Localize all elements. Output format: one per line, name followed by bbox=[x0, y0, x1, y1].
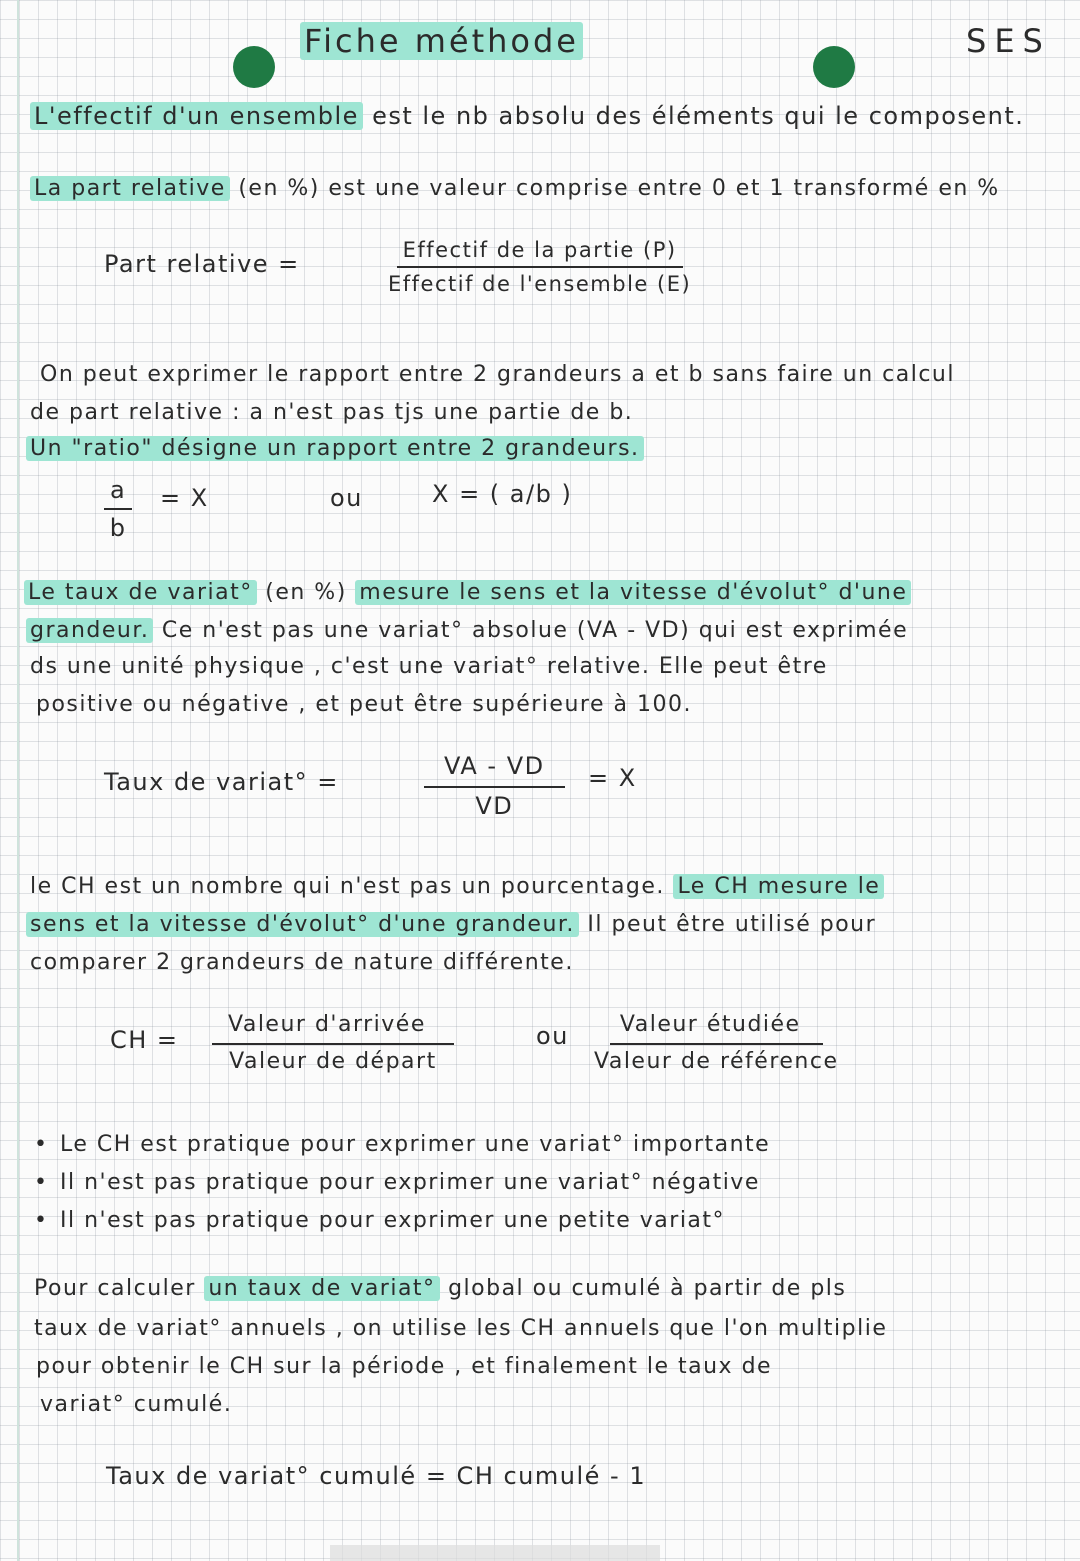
cumule-line-3: pour obtenir le CH sur la période , et finalement le taux de bbox=[36, 1354, 773, 1379]
taux-definition-a: mesure le sens et la vitesse d'évolut° d'une bbox=[355, 580, 911, 605]
taux-formula-label: Taux de variat° = bbox=[104, 768, 339, 796]
part-relative-term: La part relative bbox=[30, 176, 230, 201]
part-relative-definition bbox=[30, 176, 1000, 201]
ratio-definition: Un "ratio" désigne un rapport entre 2 grandeurs. bbox=[26, 436, 644, 461]
taux-definition-b: grandeur. bbox=[26, 618, 153, 643]
binder-hole-left bbox=[233, 46, 275, 88]
ch-line-2 bbox=[26, 912, 876, 937]
ch-definition-a: Le CH mesure le bbox=[673, 874, 884, 899]
cumule-formula: Taux de variat° cumulé = CH cumulé - 1 bbox=[106, 1462, 647, 1490]
ratio-line-3 bbox=[26, 436, 644, 461]
ch-or: ou bbox=[536, 1022, 569, 1050]
ch-denominator-2: Valeur de référence bbox=[594, 1049, 839, 1074]
subject-label: SES bbox=[966, 22, 1051, 60]
ratio-line-2: de part relative : a n'est pas tjs une partie de b. bbox=[30, 400, 634, 425]
ratio-numerator: a bbox=[104, 476, 132, 510]
cumule-line-1-rest: global ou cumulé à partir de pls bbox=[448, 1276, 847, 1301]
part-relative-fraction bbox=[388, 238, 691, 296]
ch-fraction-1 bbox=[212, 1012, 454, 1074]
ratio-or: ou bbox=[330, 484, 363, 512]
part-relative-denominator: Effectif de l'ensemble (E) bbox=[388, 272, 692, 296]
taux-fraction bbox=[424, 752, 565, 820]
ch-line-1 bbox=[30, 874, 884, 899]
list-item: • Le CH est pratique pour exprimer une variat° importante bbox=[30, 1126, 770, 1164]
ratio-equals-x: = X bbox=[160, 484, 209, 512]
taux-line-4: positive ou négative , et peut être supérieure à 100. bbox=[36, 692, 692, 717]
ch-denominator-1: Valeur de départ bbox=[229, 1049, 437, 1074]
ch-line-1-text: le CH est un nombre qui n'est pas un pourcentage. bbox=[30, 874, 665, 899]
ch-numerator-2: Valeur étudiée bbox=[610, 1012, 823, 1045]
effectif-definition bbox=[30, 102, 1024, 130]
list-item: • Il n'est pas pratique pour exprimer une petite variat° bbox=[30, 1202, 770, 1240]
taux-line-1 bbox=[24, 580, 911, 605]
ratio-fraction bbox=[104, 476, 132, 542]
taux-line-3: ds une unité physique , c'est une variat° relative. Elle peut être bbox=[30, 654, 828, 679]
taux-line-2 bbox=[26, 618, 908, 643]
cumule-line-1-start: Pour calculer bbox=[34, 1276, 196, 1301]
part-relative-numerator: Effectif de la partie (P) bbox=[397, 238, 683, 268]
ch-line-2-text: Il peut être utilisé pour bbox=[587, 912, 877, 937]
taux-result: = X bbox=[588, 764, 637, 792]
taux-line-2-text: Ce n'est pas une variat° absolue (VA - VD) qui est exprimée bbox=[161, 618, 909, 643]
ch-fraction-2 bbox=[594, 1012, 839, 1074]
cumule-term: un taux de variat° bbox=[204, 1276, 439, 1301]
effectif-text: est le nb absolu des éléments qui le composent. bbox=[372, 102, 1025, 130]
ch-definition-b: sens et la vitesse d'évolut° d'une grandeur. bbox=[26, 912, 579, 937]
taux-denominator: VD bbox=[475, 792, 514, 820]
ratio-line-1: On peut exprimer le rapport entre 2 grandeurs a et b sans faire un calcul bbox=[40, 362, 955, 387]
ch-numerator-1: Valeur d'arrivée bbox=[212, 1012, 454, 1045]
list-item: • Il n'est pas pratique pour exprimer une variat° négative bbox=[30, 1164, 770, 1202]
page-margin-line bbox=[17, 0, 19, 1561]
cumule-line-1 bbox=[34, 1276, 846, 1301]
taux-numerator: VA - VD bbox=[424, 752, 565, 788]
taux-unit: (en %) bbox=[265, 580, 347, 605]
cumule-line-2: taux de variat° annuels , on utilise les CH annuels que l'on multiplie bbox=[34, 1316, 888, 1341]
ratio-alt-formula: X = ( a/b ) bbox=[432, 480, 573, 508]
ch-formula-label: CH = bbox=[110, 1026, 179, 1054]
effectif-term: L'effectif d'un ensemble bbox=[30, 102, 363, 130]
ch-remarks-list bbox=[30, 1126, 770, 1240]
ratio-denominator: b bbox=[109, 514, 127, 542]
part-relative-text: (en %) est une valeur comprise entre 0 et 1 transformé en % bbox=[238, 176, 1000, 201]
cumule-line-4: variat° cumulé. bbox=[40, 1392, 233, 1417]
taux-term: Le taux de variat° bbox=[24, 580, 257, 605]
bottom-bleed-shadow bbox=[330, 1545, 660, 1561]
ch-line-3: comparer 2 grandeurs de nature différente. bbox=[30, 950, 574, 975]
part-relative-formula-label: Part relative = bbox=[104, 250, 300, 278]
page-title: Fiche méthode bbox=[300, 22, 583, 60]
binder-hole-right bbox=[813, 46, 855, 88]
